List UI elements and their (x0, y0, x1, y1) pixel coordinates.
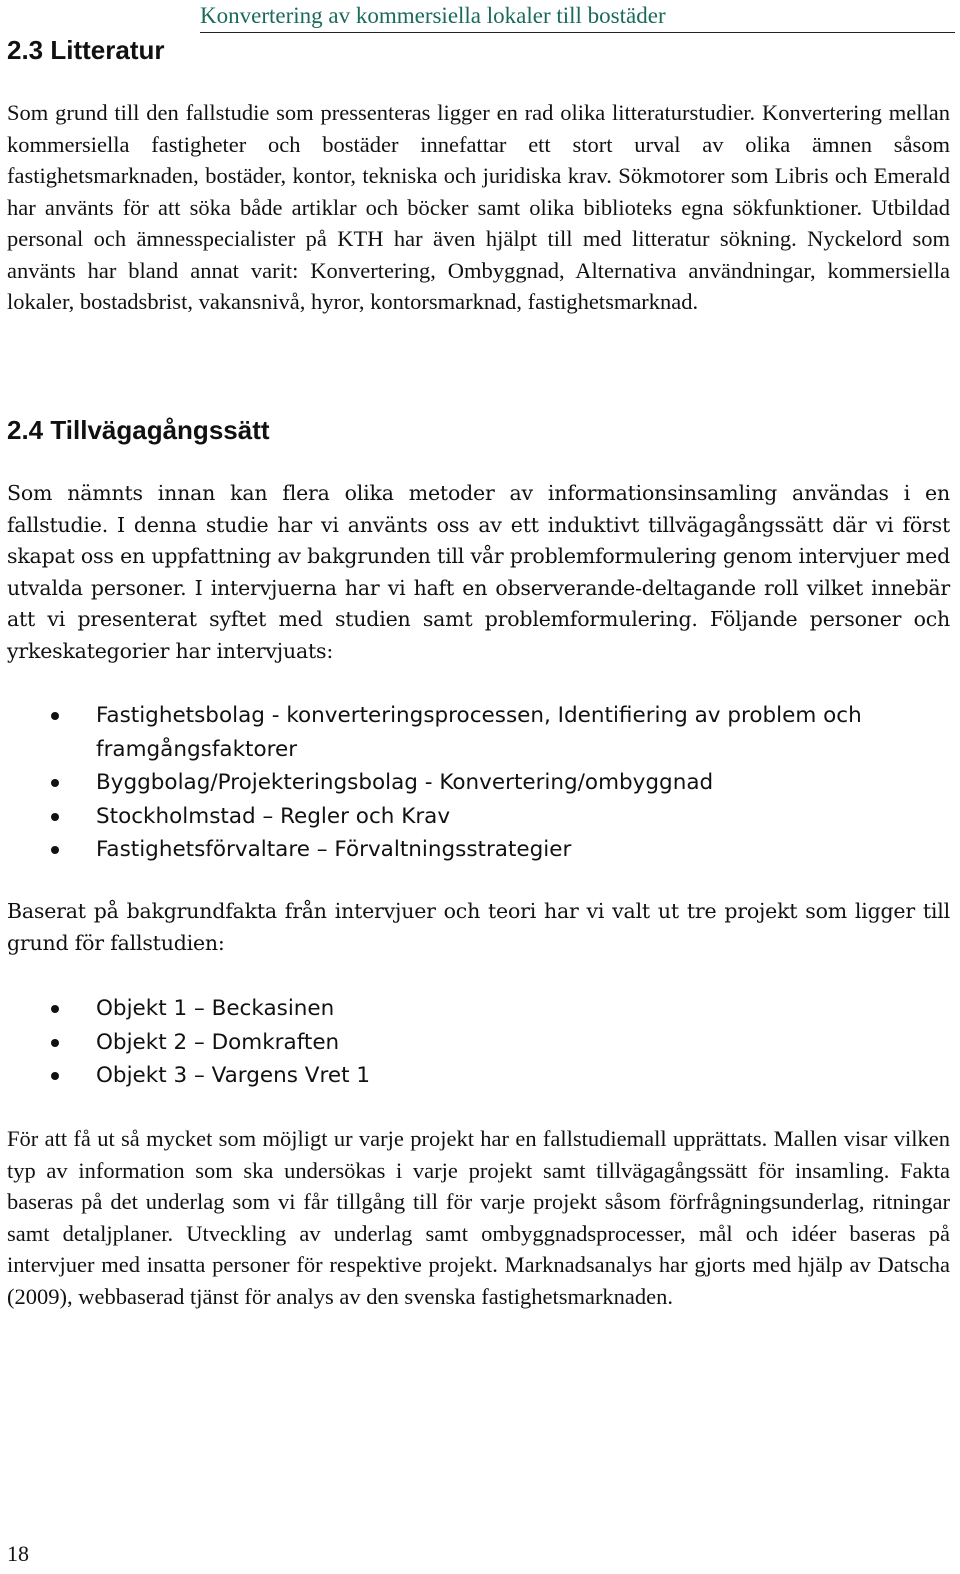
paragraph-projects-intro: Baserat på bakgrundfakta från intervjuer och teori har vi valt ut tre projekt som ligger till grund för fallstudien: (7, 899, 950, 955)
list-item: Objekt 3 – Vargens Vret 1 (0, 1059, 940, 1093)
list-item: Stockholmstad – Regler och Krav (0, 800, 940, 834)
project-list (0, 992, 940, 1093)
bullet-icon (51, 1039, 59, 1047)
list-item: Objekt 2 – Domkraften (0, 1026, 940, 1060)
section-title-litteratur: 2.3 Litteratur (7, 35, 165, 65)
list-item: Byggbolag/Projekteringsbolag - Konvertering/ombyggnad (0, 766, 940, 800)
bullet-icon (51, 712, 59, 720)
bullet-icon (51, 846, 59, 854)
interviewee-list (0, 699, 940, 867)
bullet-icon (51, 779, 59, 787)
list-item: Fastighetsbolag - konverteringsprocessen, Identifiering av problem och framgångsfaktorer (0, 699, 940, 766)
page-number: 18 (7, 1541, 29, 1566)
bullet-icon (51, 813, 59, 821)
bullet-icon (51, 1072, 59, 1080)
list-item: Fastighetsförvaltare – Förvaltningsstrategier (0, 833, 940, 867)
section-title-tillvagagangssatt: 2.4 Tillvägagångssätt (7, 415, 270, 445)
paragraph-method-intro: Som nämnts innan kan flera olika metoder av informationsinsamling användas i en fallstudie. I denna studie har vi använts oss av ett induktivt tillvägagångssätt där vi först skapat oss en uppfattning av bakgrunden till vår problemformulering genom intervjuer med utvalda personer. I intervjuerna har vi haft en observerande-deltagande roll vilket innebär att vi presenterat syftet med studien samt problemformulering. Följande personer och yrkeskategorier har intervjuats: (7, 481, 950, 663)
paragraph-litteratur: Som grund till den fallstudie som pressenteras ligger en rad olika litteraturstudier. Konvertering mellan kommersiella fastigheter och bostäder innefattar ett stort urval av olika ämnen såsom fastighetsmarknaden, bostäder, kontor, tekniska och juridiska krav. Sökmotorer som Libris och Emerald har använts för att söka både artiklar och böcker samt olika biblioteks egna sökfunktioner. Utbildad personal och ämnesspecialister på KTH har även hjälpt till med litteratur sökning. Nyckelord som använts har bland annat varit: Konvertering, Ombyggnad, Alternativa användningar, kommersiella lokaler, bostadsbrist, vakansnivå, hyror, kontorsmarknad, fastighetsmarknad. (7, 100, 950, 314)
bullet-icon (51, 1005, 59, 1013)
list-item: Objekt 1 – Beckasinen (0, 992, 940, 1026)
paragraph-case-template: För att få ut så mycket som möjligt ur varje projekt har en fallstudiemall upprättats. Mallen visar vilken typ av information som ska undersökas i varje projekt samt tillvägagångssätt för insamling. Fakta baseras på det underlag som vi får tillgång till för varje projekt såsom förfrågningsunderlag, ritningar samt detaljplaner. Utveckling av underlag samt ombyggnadsprocesser, mål och idéer baseras på intervjuer med insatta personer för respektive projekt. Marknadsanalys har gjorts med hjälp av Datscha (2009), webbaserad tjänst för analys av den svenska fastighetsmarknaden. (7, 1126, 950, 1309)
running-header: Konvertering av kommersiella lokaler till bostäder (200, 2, 955, 33)
